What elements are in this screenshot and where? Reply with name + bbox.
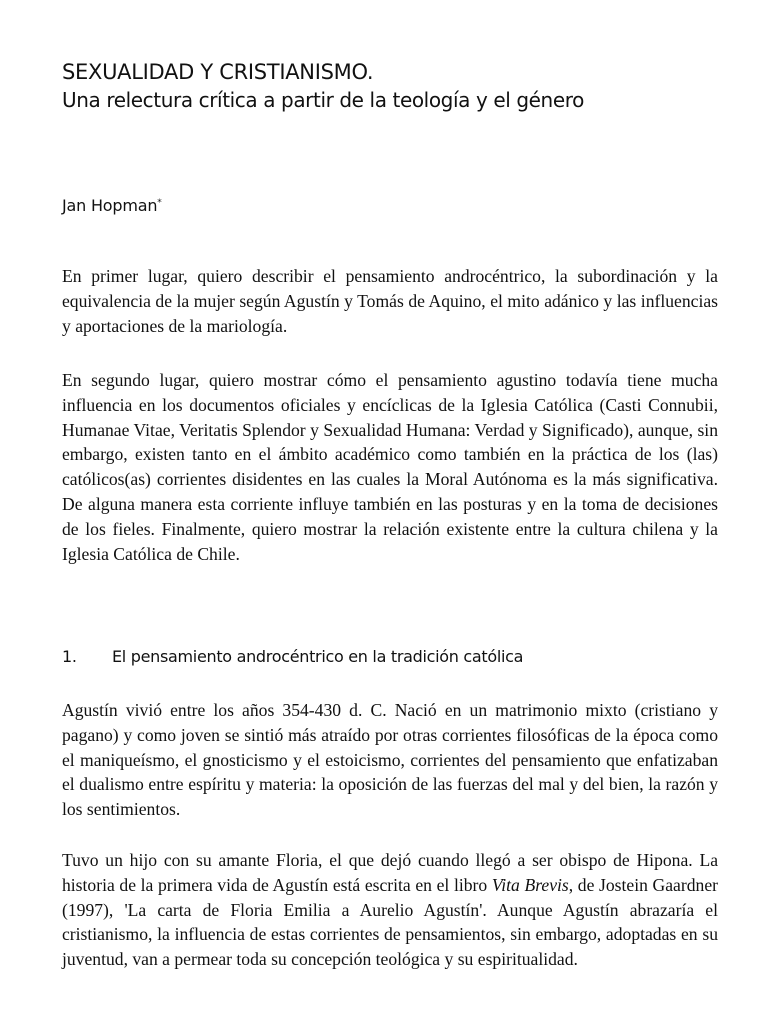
book-title: Vita Brevis (491, 874, 569, 895)
document-title: SEXUALIDAD Y CRISTIANISMO. (62, 60, 374, 84)
author-footnote-mark: * (157, 198, 162, 208)
section-paragraph-2-text-b: , de Jostein Gaardner (1997), 'La carta de Floria Emilia a Aurelio Agustín'. Aunque Agustín abrazaría el cristianismo, la influencia de estas corrientes de pensamientos, sin embargo, adoptadas en su juventud, van a permear toda su concepción teológica y su espiritualidad. (62, 874, 718, 970)
author-name (62, 196, 162, 215)
intro-paragraph-1: En primer lugar, quiero describir el pensamiento androcéntrico, la subordinación y la equivalencia de la mujer según Agustín y Tomás de Aquino, el mito adánico y las influencias y aportaciones de la mariología. (62, 266, 718, 336)
author-name-text: Jan Hopman (62, 196, 158, 215)
section-paragraph-2-text-a: Tuvo un hijo con su amante Floria, el que dejó cuando llegó a ser obispo de Hipona. La historia de la primera vida de Agustín está escrita en el libro (62, 850, 718, 895)
document-subtitle: Una relectura crítica a partir de la teología y el género (62, 88, 584, 112)
document-page (62, 58, 718, 970)
section-paragraph-1: Agustín vivió entre los años 354-430 d. C. Nació en un matrimonio mixto (cristiano y pagano) y como joven se sintió más atraído por otras corrientes filosóficas de la época como el maniqueísmo, el gnosticismo y el estoicismo, corrientes del pensamiento que enfatizaban el dualismo entre espíritu y materia: la oposición de las fuerzas del mal y del bien, la razón y los sentimientos. (62, 700, 718, 820)
section-number: 1. (62, 647, 77, 666)
section-title: El pensamiento androcéntrico en la tradición católica (112, 647, 524, 666)
intro-paragraph-2: En segundo lugar, quiero mostrar cómo el pensamiento agustino todavía tiene mucha influencia en los documentos oficiales y encíclicas de la Iglesia Católica (Casti Connubii, Humanae Vitae, Veritatis Splendor y Sexualidad Humana: Verdad y Significado), aunque, sin embargo, existen tanto en el ámbito académico como también en la práctica de los (las) católicos(as) corrientes disidentes en las cuales la Moral Autónoma es la más significativa. De alguna manera esta corriente influye también en las posturas y en la toma de decisiones de los fieles. Finalmente, quiero mostrar la relación existente entre la cultura chilena y la Iglesia Católica de Chile. (62, 370, 718, 564)
section-paragraph-2 (62, 848, 718, 972)
section-heading (62, 647, 523, 666)
